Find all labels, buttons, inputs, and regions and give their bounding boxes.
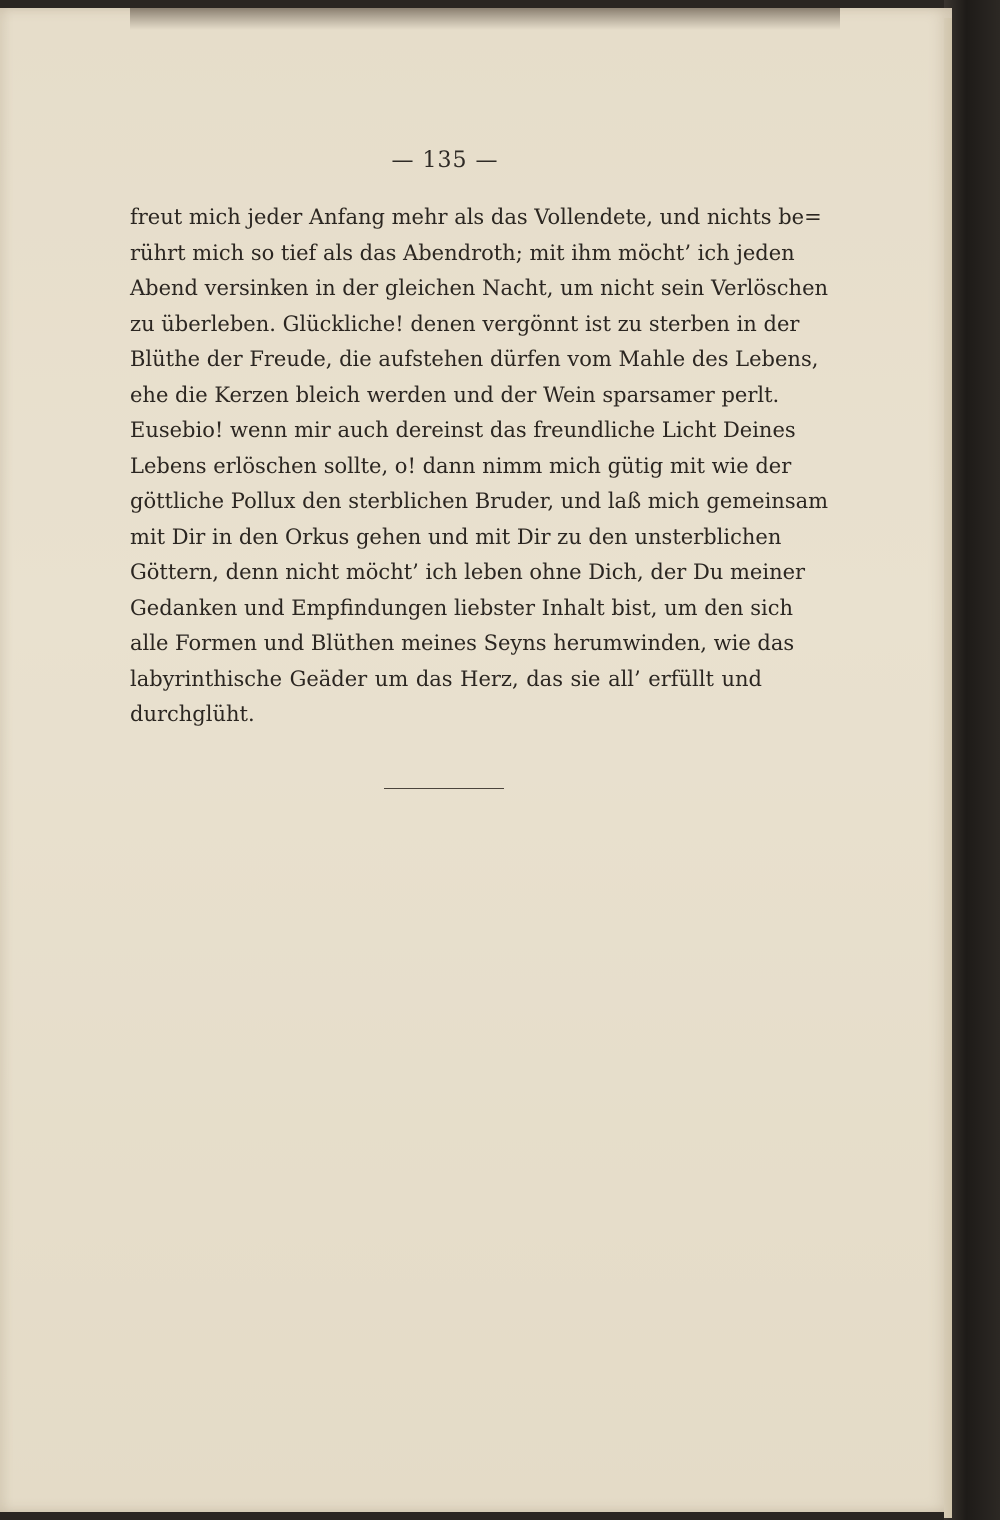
text-line: mit Dir in den Orkus gehen und mit Dir zu den unsterblichen — [130, 524, 782, 549]
section-divider-rule — [384, 788, 504, 789]
text-line: Abend versinken in der gleichen Nacht, um nicht sein Verlöschen — [130, 276, 829, 300]
text-line: Lebens erlöschen sollte, o! dann nimm mich gütig mit wie der — [130, 453, 792, 478]
text-line: Gedanken und Empfindungen liebster Inhalt bist, um den sich — [130, 595, 794, 620]
page-number: — 135 — — [391, 148, 499, 173]
text-line: Göttern, denn nicht möcht’ ich leben ohne Dich, der Du meiner — [130, 560, 806, 584]
book-page — [0, 8, 952, 1512]
body-text — [130, 200, 829, 733]
text-line: Blüthe der Freude, die aufstehen dürfen vom Mahle des Lebens, — [130, 347, 819, 371]
text-line: rührt mich so tief als das Abendroth; mit ihm möcht’ ich jeden — [130, 240, 795, 265]
text-line: freut mich jeder Anfang mehr als das Vollendete, und nichts be= — [130, 205, 822, 229]
text-line: durchglüht. — [130, 702, 255, 726]
book-binding — [944, 0, 1000, 1520]
text-line: ehe die Kerzen bleich werden und der Wein sparsamer perlt. — [130, 382, 780, 407]
text-line: Eusebio! wenn mir auch dereinst das freundliche Licht Deines — [130, 418, 796, 442]
page-top-shadow — [130, 8, 840, 30]
text-line: göttliche Pollux den sterblichen Bruder, und laß mich gemeinsam — [130, 489, 829, 513]
page-edge — [944, 18, 952, 1518]
text-line: labyrinthische Geäder um das Herz, das sie all’ erfüllt und — [130, 666, 762, 691]
text-line: alle Formen und Blüthen meines Seyns herumwinden, wie das — [130, 631, 795, 655]
text-line: zu überleben. Glückliche! denen vergönnt ist zu sterben in der — [130, 311, 800, 336]
